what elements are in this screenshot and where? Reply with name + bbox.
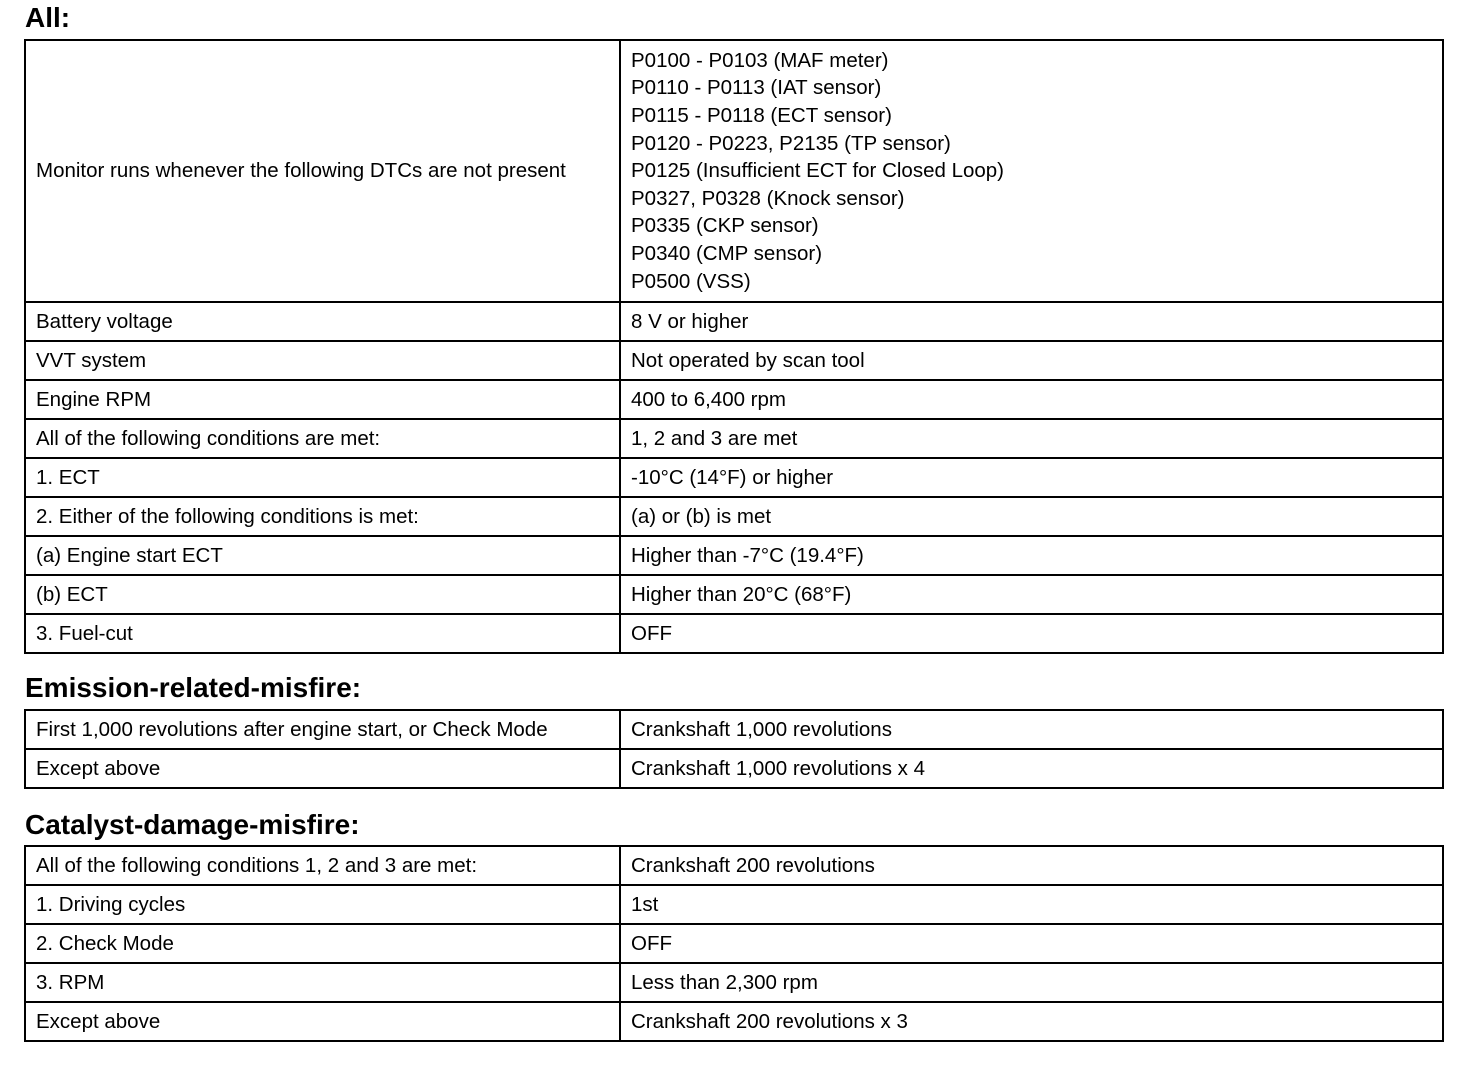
dtc-item: P0327, P0328 (Knock sensor) (631, 186, 905, 210)
value-cell: 8 V or higher (620, 302, 1443, 341)
condition-cell: All of the following conditions are met: (25, 419, 620, 458)
dtc-item: P0100 - P0103 (MAF meter) (631, 48, 889, 72)
value-cell: Crankshaft 200 revolutions x 3 (620, 1002, 1443, 1041)
dtc-item: P0110 - P0113 (IAT sensor) (631, 76, 882, 100)
value-cell: OFF (620, 614, 1443, 653)
condition-cell: Except above (25, 1002, 620, 1041)
table-row (25, 749, 1443, 788)
value-cell: 1st (620, 885, 1443, 924)
dtc-item: P0500 (VSS) (631, 269, 751, 293)
table-row (25, 614, 1443, 653)
table-row (25, 497, 1443, 536)
value-cell: Crankshaft 1,000 revolutions (620, 710, 1443, 749)
table-row (25, 302, 1443, 341)
condition-cell: Monitor runs whenever the following DTCs are not present (25, 40, 620, 302)
table-row (25, 575, 1443, 614)
value-cell: (a) or (b) is met (620, 497, 1443, 536)
table-row (25, 40, 1443, 302)
dtc-item: P0115 - P0118 (ECT sensor) (631, 104, 892, 128)
value-cell: Crankshaft 200 revolutions (620, 846, 1443, 885)
conditions-table-all (24, 39, 1444, 654)
table-row (25, 536, 1443, 575)
conditions-table-emission (24, 709, 1444, 789)
value-cell: Higher than 20°C (68°F) (620, 575, 1443, 614)
table-row (25, 846, 1443, 885)
condition-cell: Battery voltage (25, 302, 620, 341)
value-cell: -10°C (14°F) or higher (620, 458, 1443, 497)
value-cell: Not operated by scan tool (620, 341, 1443, 380)
value-cell: Less than 2,300 rpm (620, 963, 1443, 1002)
table-row (25, 380, 1443, 419)
conditions-table-catalyst (24, 845, 1444, 1042)
value-cell: 400 to 6,400 rpm (620, 380, 1443, 419)
table-row (25, 885, 1443, 924)
condition-cell: (b) ECT (25, 575, 620, 614)
dtc-item: P0340 (CMP sensor) (631, 241, 823, 265)
condition-cell: 2. Either of the following conditions is met: (25, 497, 620, 536)
condition-cell: 2. Check Mode (25, 924, 620, 963)
dtc-item: P0125 (Insufficient ECT for Closed Loop) (631, 159, 1005, 183)
condition-cell: VVT system (25, 341, 620, 380)
condition-cell: 3. RPM (25, 963, 620, 1002)
condition-cell: First 1,000 revolutions after engine start, or Check Mode (25, 710, 620, 749)
dtc-item: P0120 - P0223, P2135 (TP sensor) (631, 131, 951, 155)
table-row (25, 341, 1443, 380)
table-row (25, 419, 1443, 458)
table-row (25, 1002, 1443, 1041)
table-row (25, 710, 1443, 749)
value-cell: OFF (620, 924, 1443, 963)
value-cell: Higher than -7°C (19.4°F) (620, 536, 1443, 575)
table-row (25, 458, 1443, 497)
condition-cell: All of the following conditions 1, 2 and 3 are met: (25, 846, 620, 885)
section-heading-catalyst: Catalyst-damage-misfire: (25, 809, 360, 840)
table-row (25, 963, 1443, 1002)
table-row (25, 924, 1443, 963)
value-cell: Crankshaft 1,000 revolutions x 4 (620, 749, 1443, 788)
condition-cell: (a) Engine start ECT (25, 536, 620, 575)
condition-cell: Engine RPM (25, 380, 620, 419)
dtc-item: P0335 (CKP sensor) (631, 214, 819, 238)
condition-cell: Except above (25, 749, 620, 788)
value-cell: 1, 2 and 3 are met (620, 419, 1443, 458)
dtc-list-cell (620, 40, 1443, 302)
condition-cell: 1. Driving cycles (25, 885, 620, 924)
section-heading-emission: Emission-related-misfire: (25, 672, 362, 703)
section-heading-all: All: (25, 2, 71, 33)
condition-cell: 1. ECT (25, 458, 620, 497)
condition-cell: 3. Fuel-cut (25, 614, 620, 653)
